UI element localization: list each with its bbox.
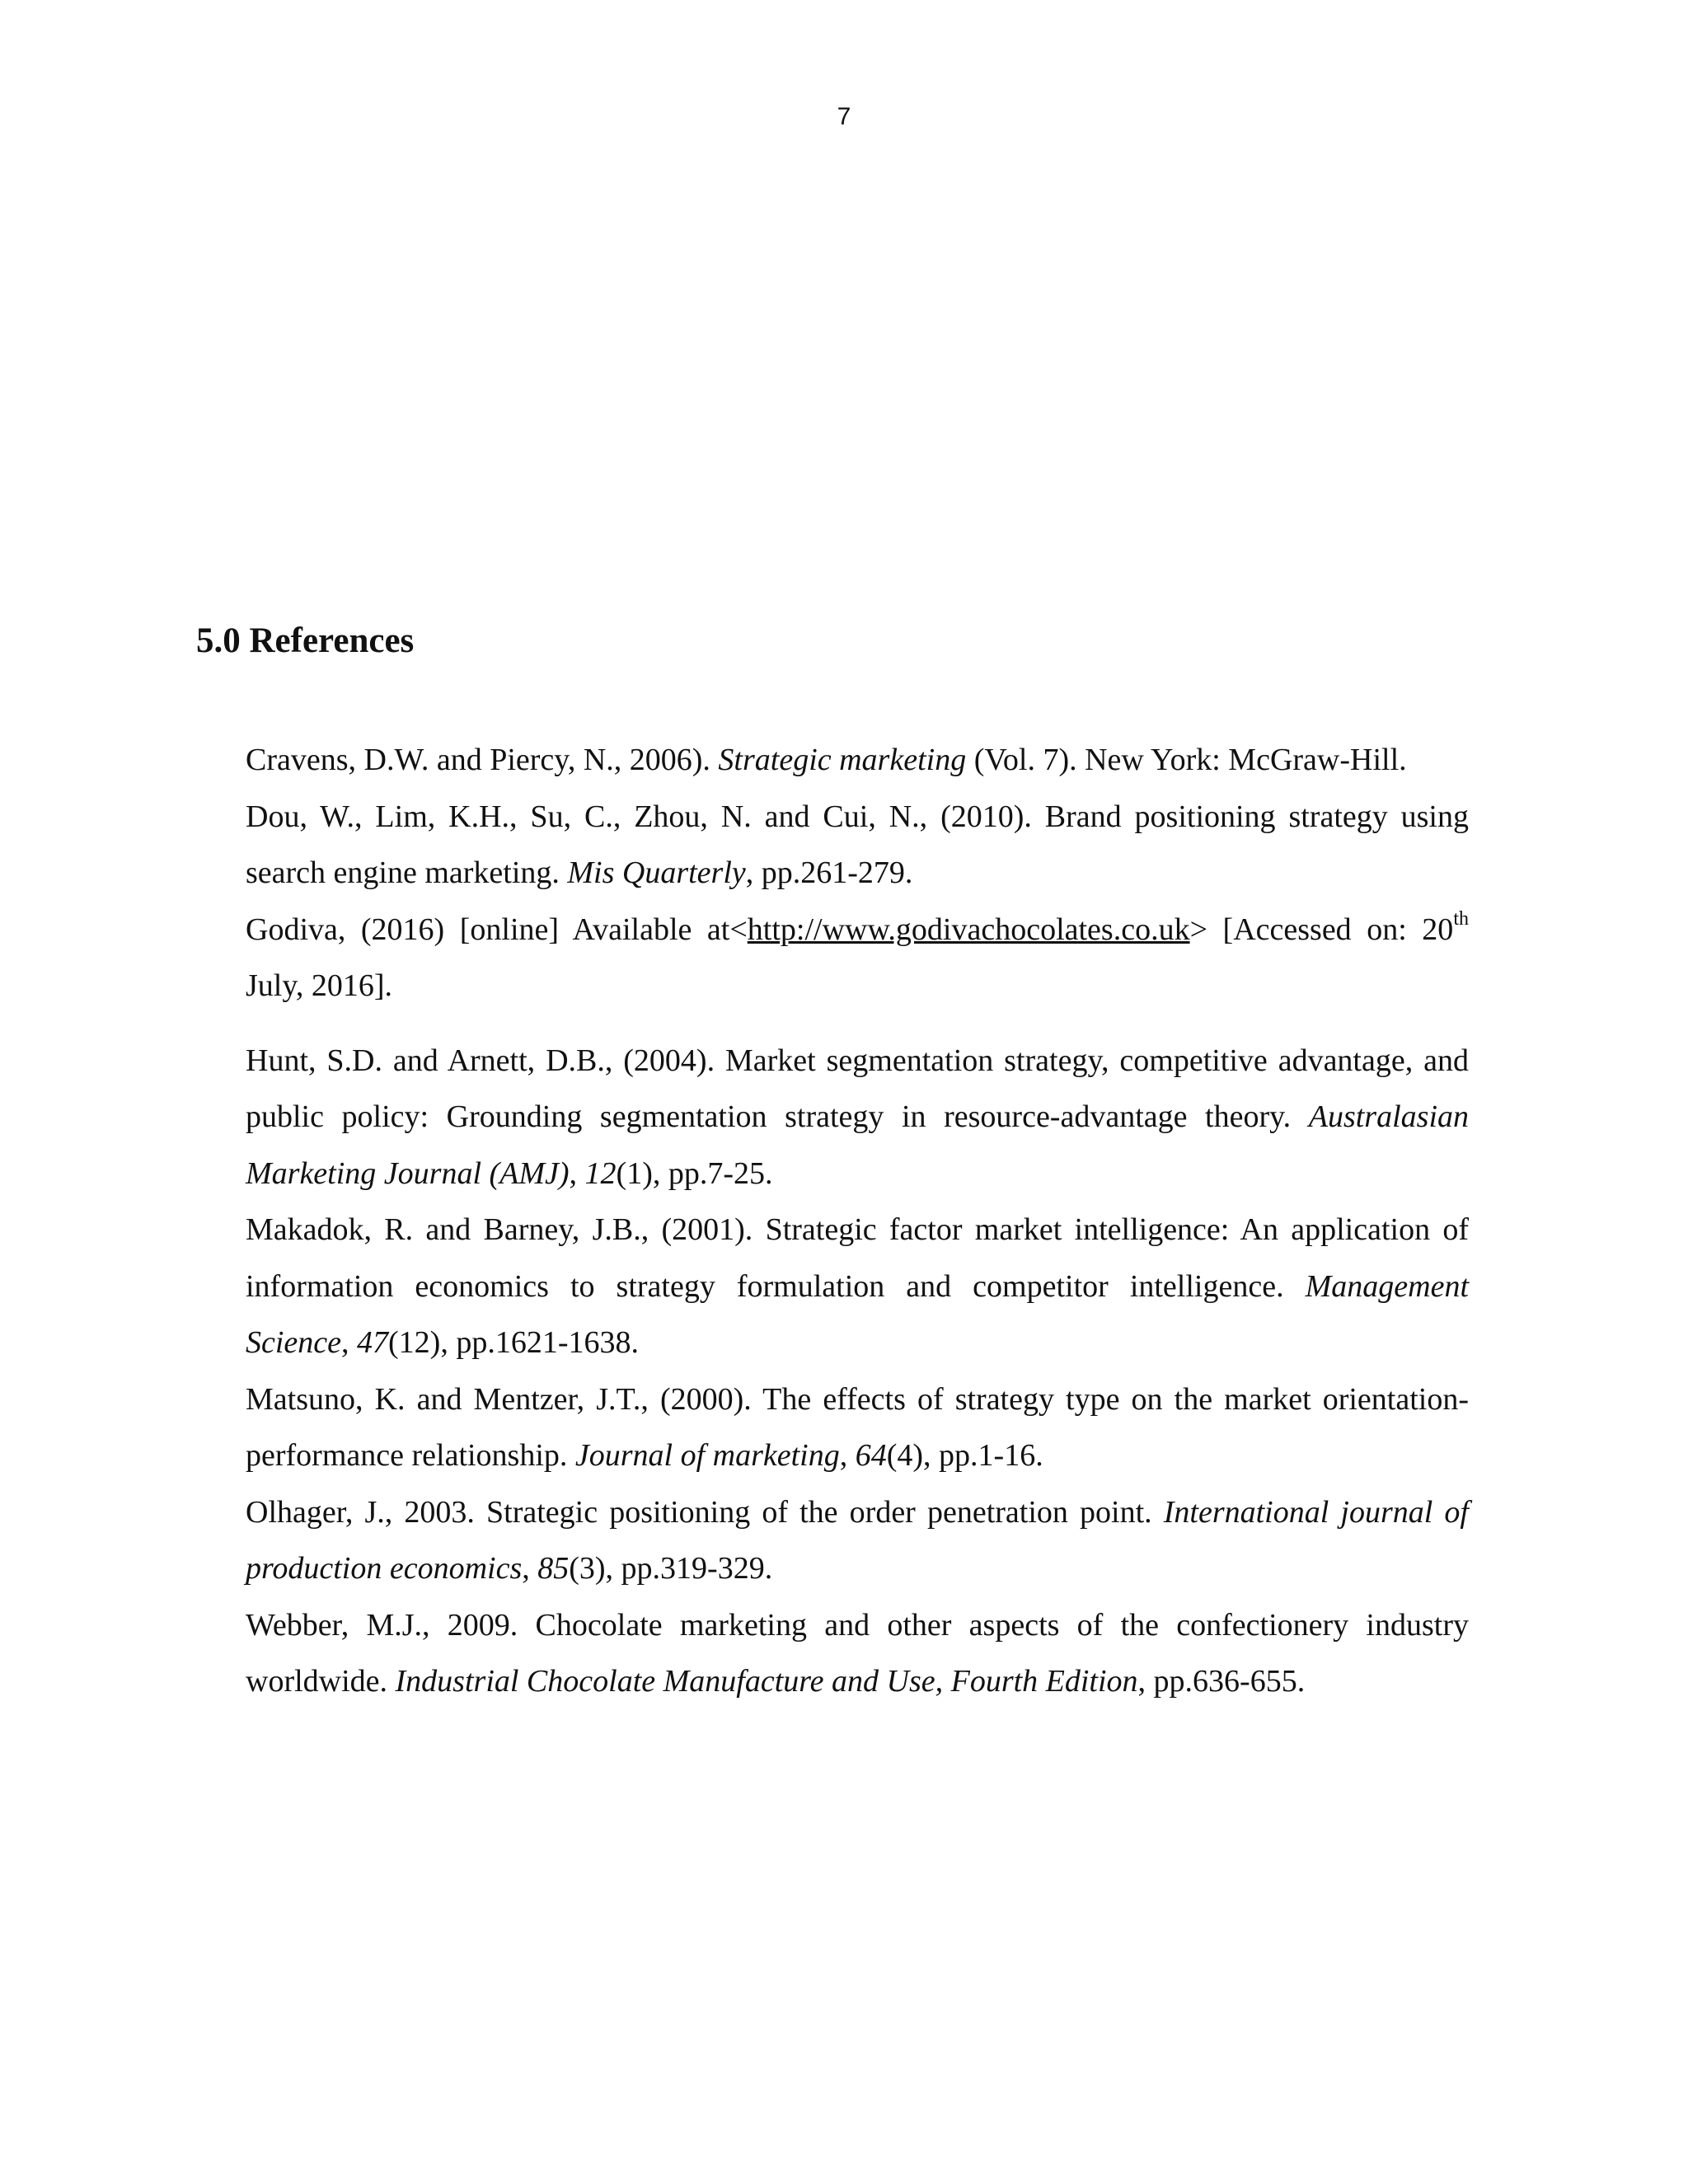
reference-matsuno: Matsuno, K. and Mentzer, J.T., (2000). The effects of strategy type on the market orientation-performance relationship. Journal of marketing, 64(4), pp.1-16.	[246, 1381, 1469, 1473]
reference-webber: Webber, M.J., 2009. Chocolate marketing and other aspects of the confectionery industry worldwide. Industrial Chocolate Manufacture and Use, Fourth Edition, pp.636-655.	[246, 1607, 1469, 1699]
reference-list	[246, 732, 1469, 1710]
page-number: 7	[837, 103, 851, 130]
reference-olhager: Olhager, J., 2003. Strategic positioning of the order penetration point. International journal of production economics, 85(3), pp.319-329.	[246, 1494, 1469, 1586]
reference-makadok: Makadok, R. and Barney, J.B., (2001). Strategic factor market intelligence: An application of information economics to strategy formulation and competitor intelligence. Management Science, 47(12), pp.1621-1638.	[246, 1212, 1469, 1360]
reference-dou: Dou, W., Lim, K.H., Su, C., Zhou, N. and Cui, N., (2010). Brand positioning strategy using search engine marketing. Mis Quarterly, pp.261-279.	[246, 799, 1469, 890]
reference-hunt: Hunt, S.D. and Arnett, D.B., (2004). Market segmentation strategy, competitive advantage, and public policy: Grounding segmentation strategy in resource-advantage theory. Australasian Marketing Journal (AMJ), 12(1), pp.7-25.	[246, 1043, 1469, 1191]
reference-godiva: Godiva, (2016) [online] Available at<http://www.godivachocolates.co.uk> [Accessed on: 20th July, 2016].	[246, 907, 1469, 1003]
section-heading: 5.0 References	[196, 621, 415, 660]
reference-cravens: Cravens, D.W. and Piercy, N., 2006). Strategic marketing (Vol. 7). New York: McGraw-Hill.	[246, 743, 1407, 777]
godiva-website-link[interactable]: http://www.godivachocolates.co.uk	[747, 912, 1190, 947]
